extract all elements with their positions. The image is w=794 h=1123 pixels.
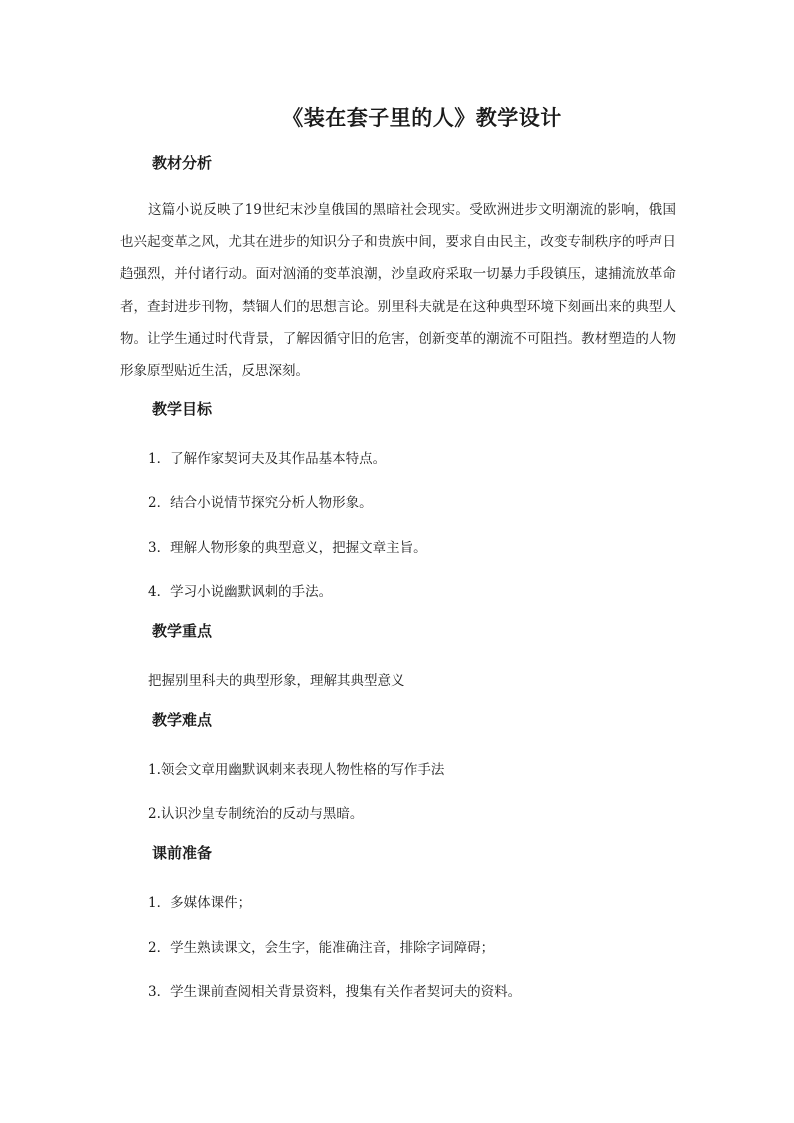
heading-class-preparation: 课前准备 bbox=[152, 844, 213, 862]
goal-item-4: 4．学习小说幽默讽刺的手法。 bbox=[148, 584, 333, 600]
preparation-item-3: 3．学生课前查阅相关背景资料，搜集有关作者契诃夫的资料。 bbox=[148, 984, 522, 1000]
material-analysis-paragraph: 这篇小说反映了19世纪末沙皇俄国的黑暗社会现实。受欧洲进步文明潮流的影响，俄国也兴起变革之风，尤其在进步的知识分子和贵族中间，要求自由民主，改变专制秩序的呼声日趋强烈，并付诸行动。面对汹涌的变革浪潮，沙皇政府采取一切暴力手段镇压，逮捕流放革命者，查封进步刊物，禁锢人们的思想言论。别里科夫就是在这种典型环境下刻画出来的典型人物。让学生通过时代背景，了解因循守旧的危害，创新变革的潮流不可阻挡。教材塑造的人物形象原型贴近生活，反思深刻。 bbox=[120, 202, 676, 380]
preparation-item-2: 2．学生熟读课文，会生字，能准确注音，排除字词障碍； bbox=[148, 940, 495, 956]
difficulty-item-2: 2.认识沙皇专制统治的反动与黑暗。 bbox=[148, 806, 364, 822]
goal-item-2: 2．结合小说情节探究分析人物形象。 bbox=[148, 495, 373, 511]
document-title: 《装在套子里的人》教学设计 bbox=[282, 105, 562, 130]
key-points-text: 把握别里科夫的典型形象，理解其典型意义 bbox=[148, 673, 405, 689]
difficulty-item-1: 1.领会文章用幽默讽刺来表现人物性格的写作手法 bbox=[148, 762, 445, 778]
heading-material-analysis: 教材分析 bbox=[152, 154, 213, 172]
heading-teaching-goals: 教学目标 bbox=[152, 400, 213, 418]
heading-teaching-key-points: 教学重点 bbox=[152, 622, 213, 640]
goal-item-3: 3．理解人物形象的典型意义，把握文章主旨。 bbox=[148, 540, 427, 556]
goal-item-1: 1．了解作家契诃夫及其作品基本特点。 bbox=[148, 451, 387, 467]
preparation-item-1: 1．多媒体课件； bbox=[148, 895, 252, 911]
heading-teaching-difficulties: 教学难点 bbox=[152, 711, 213, 729]
